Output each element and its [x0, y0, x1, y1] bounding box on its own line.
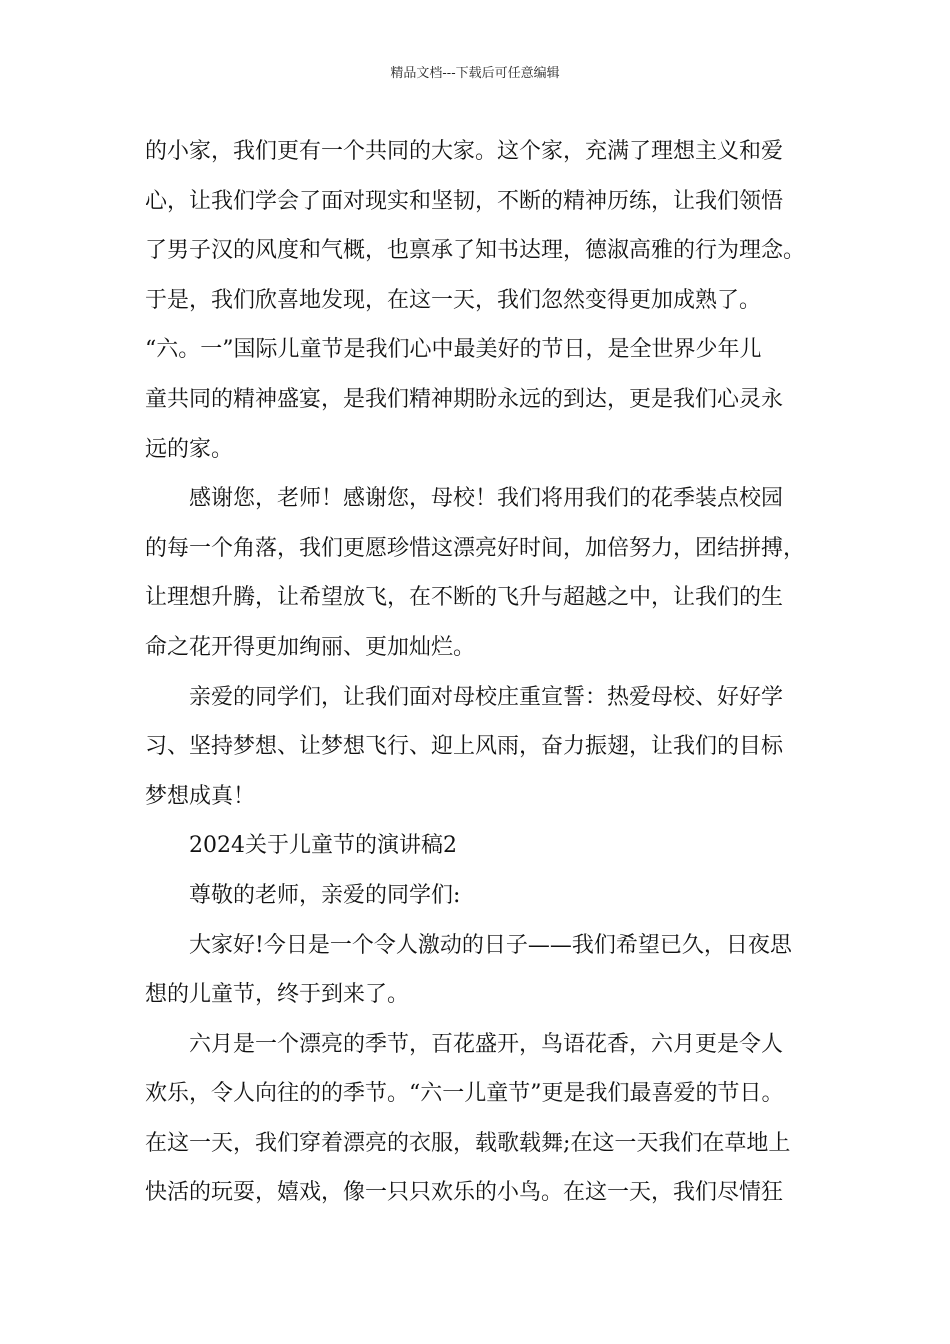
text-line: 习、坚持梦想、让梦想飞行、迎上风雨，奋力振翅，让我们的目标: [145, 734, 784, 760]
text-line: 命之花开得更加绚丽、更加灿烂。: [145, 634, 476, 660]
text-line: 欢乐，令人向往的的季节。“六一儿童节”更是我们最喜爱的节日。: [145, 1081, 784, 1107]
text-line: 童共同的精神盛宴，是我们精神期盼永远的到达，更是我们心灵永: [145, 386, 784, 412]
text-line: 让理想升腾，让希望放飞，在不断的飞升与超越之中，让我们的生: [145, 585, 784, 611]
section-title: 2024关于儿童节的演讲稿2: [189, 833, 457, 859]
text-line: “六。一”国际儿童节是我们心中最美好的节日，是全世界少年儿: [145, 337, 762, 363]
salutation: 尊敬的老师，亲爱的同学们:: [189, 882, 461, 908]
text-line: 感谢您，老师！感谢您，母校！我们将用我们的花季装点校园: [189, 486, 784, 512]
page-header: 精品文档---下载后可任意编辑: [390, 66, 560, 81]
text-line: 于是，我们欣喜地发现，在这一天，我们忽然变得更加成熟了。: [145, 287, 762, 313]
text-line: 梦想成真！: [145, 783, 256, 809]
text-line: 了男子汉的风度和气概，也禀承了知书达理，德淑高雅的行为理念。: [145, 238, 806, 264]
text-line: 的小家，我们更有一个共同的大家。这个家，充满了理想主义和爱: [145, 139, 784, 164]
text-line: 想的儿童节，终于到来了。: [145, 982, 410, 1008]
text-line: 快活的玩耍，嬉戏，像一只只欢乐的小鸟。在这一天，我们尽情狂: [145, 1180, 784, 1206]
text-line: 远的家。: [145, 436, 234, 462]
text-line: 六月是一个漂亮的季节，百花盛开，鸟语花香，六月更是令人: [189, 1031, 784, 1057]
text-line: 在这一天，我们穿着漂亮的衣服，载歌载舞;在这一天我们在草地上: [145, 1130, 791, 1156]
document-body: [145, 127, 835, 1218]
text-line: 大家好!今日是一个令人激动的日子——我们希望已久，日夜思: [189, 932, 792, 958]
text-line: 亲爱的同学们，让我们面对母校庄重宣誓：热爱母校、好好学: [189, 684, 784, 710]
text-line: 的每一个角落，我们更愿珍惜这漂亮好时间，加倍努力，团结拼搏，: [145, 535, 806, 561]
text-line: 心，让我们学会了面对现实和坚韧，不断的精神历练，让我们领悟: [145, 188, 784, 214]
